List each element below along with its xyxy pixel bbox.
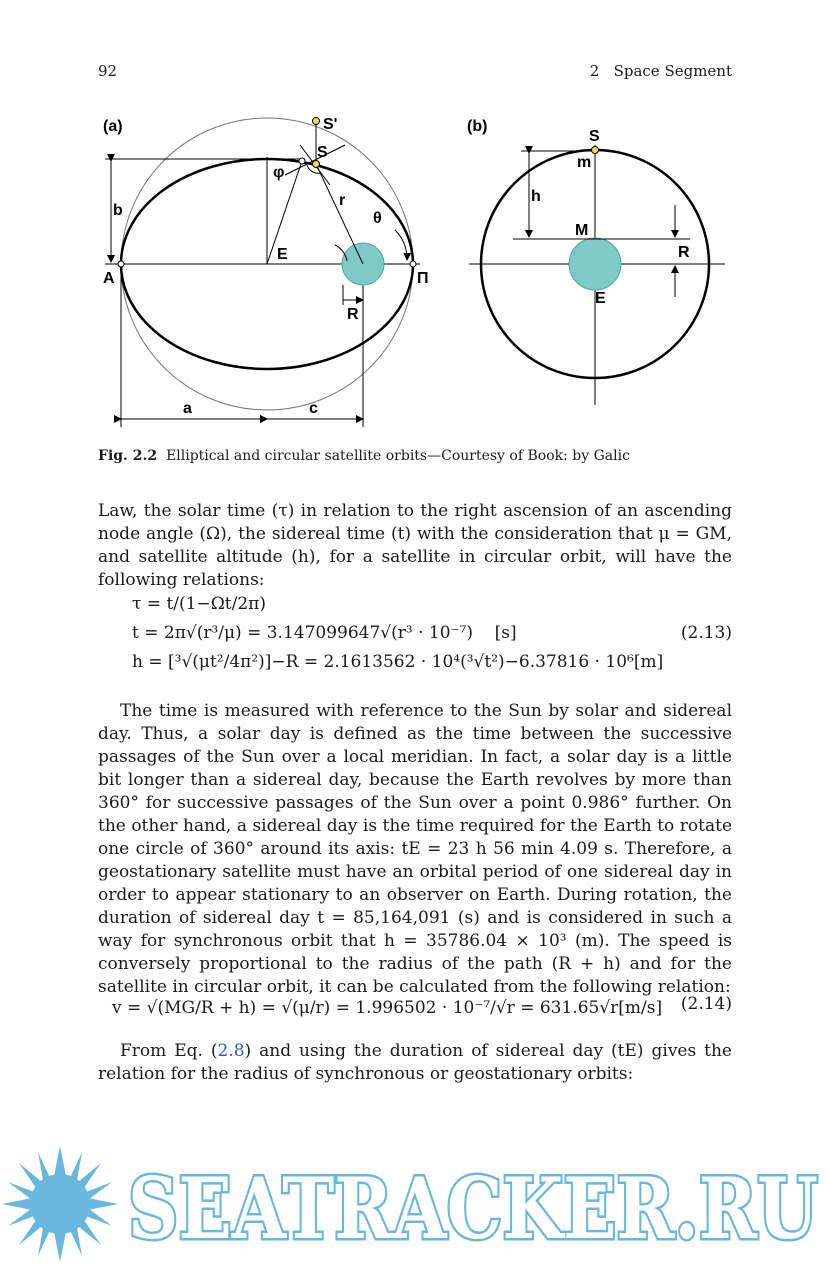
label-R-b: R — [678, 244, 690, 261]
label-h: h — [531, 188, 541, 205]
label-A: A — [103, 270, 115, 287]
label-b: b — [113, 202, 123, 219]
page-header — [98, 62, 732, 86]
panel-b-circle-diagram — [467, 118, 725, 405]
equation-ref-link[interactable]: 2.8 — [217, 1041, 245, 1061]
label-theta: θ — [373, 210, 382, 227]
eq-2-13-number: (2.13) — [680, 623, 732, 643]
paragraph-1: Law, the solar time (τ) in relation to the right ascension of an ascending node angle (Ω), the sidereal time (t) with the consideration that μ = GM, and satellite altitude (h), for a satellite in circular orbit, will have the following relations: — [98, 501, 732, 590]
eq-2-14-number: (2.14) — [680, 994, 732, 1014]
label-m: m — [577, 154, 592, 171]
page-number: 92 — [98, 62, 118, 80]
panel-a-label: (a) — [103, 118, 123, 135]
label-R-a: R — [347, 306, 359, 323]
watermark-text: SEATRACKER.RU — [128, 1159, 818, 1258]
eq-2-13-line-2: t = 2π√(r³/μ) = 3.147099647√(r³ · 10⁻⁷) [s] — [132, 623, 517, 643]
eq-2-13-line-1: τ = t/(1−Ωt/2π) — [132, 594, 266, 614]
equation-2-13 — [132, 590, 663, 677]
label-a: a — [183, 400, 192, 417]
label-S-b: S — [589, 128, 600, 145]
orbit-figure — [95, 105, 735, 435]
label-E-a: E — [277, 246, 288, 263]
label-c: c — [309, 400, 318, 417]
sun-icon — [2, 1146, 118, 1262]
label-r: r — [339, 192, 346, 209]
label-phi: φ — [273, 164, 285, 181]
figure-caption — [98, 448, 732, 464]
running-head: 2 Space Segment — [589, 62, 732, 80]
eq-2-13-line-3: h = [³√(μt²/4π²)]−R = 2.1613562 · 10⁴(³√t²)−6.37816 · 10⁶[m] — [132, 652, 664, 672]
label-E-b: E — [595, 290, 606, 307]
label-S-prime: S' — [323, 116, 338, 133]
caption-label: Fig. 2.2 — [98, 448, 158, 464]
panel-b-label: (b) — [467, 118, 488, 135]
label-S-a: S — [317, 144, 328, 161]
paragraph-3: From Eq. (2.8) and using the duration of sidereal day (tE) gives the relation for the radius of synchronous or geostationary orbits: — [98, 1041, 732, 1084]
label-M: M — [575, 222, 589, 239]
label-P: Π — [417, 270, 429, 287]
caption-text: Elliptical and circular satellite orbits—Courtesy of Book: by Galic — [166, 448, 630, 464]
equation-2-14: v = √(MG/R + h) = √(μ/r) = 1.996502 · 10⁻⁷/√r = 631.65√r[m/s] — [112, 998, 663, 1018]
panel-a-ellipse-diagram — [103, 116, 429, 427]
watermark — [0, 1138, 829, 1268]
paragraph-2: The time is measured with reference to the Sun by solar and sidereal day. Thus, a solar day is defined as the time between the successive passages of the Sun over a local meridian. In fact, a solar day is a little bit longer than a sidereal day, because the Earth revolves by more than 360° for successive passages of the Sun over a point 0.986° further. On the other hand, a sidereal day is the time required for the Earth to rotate one circle of 360° around its axis: tE = 23 h 56 min 4.09 s. Therefore, a geostationary satellite must have an orbital period of one sidereal day in order to appear stationary to an observer on Earth. During rotation, the duration of sidereal day t = 85,164,091 (s) and is considered in such a way for synchronous orbit that h = 35786.04 × 10³ (m). The speed is conversely proportional to the radius of the path (R + h) and for the satellite in circular orbit, it can be calculated from the following relation: — [98, 701, 732, 997]
